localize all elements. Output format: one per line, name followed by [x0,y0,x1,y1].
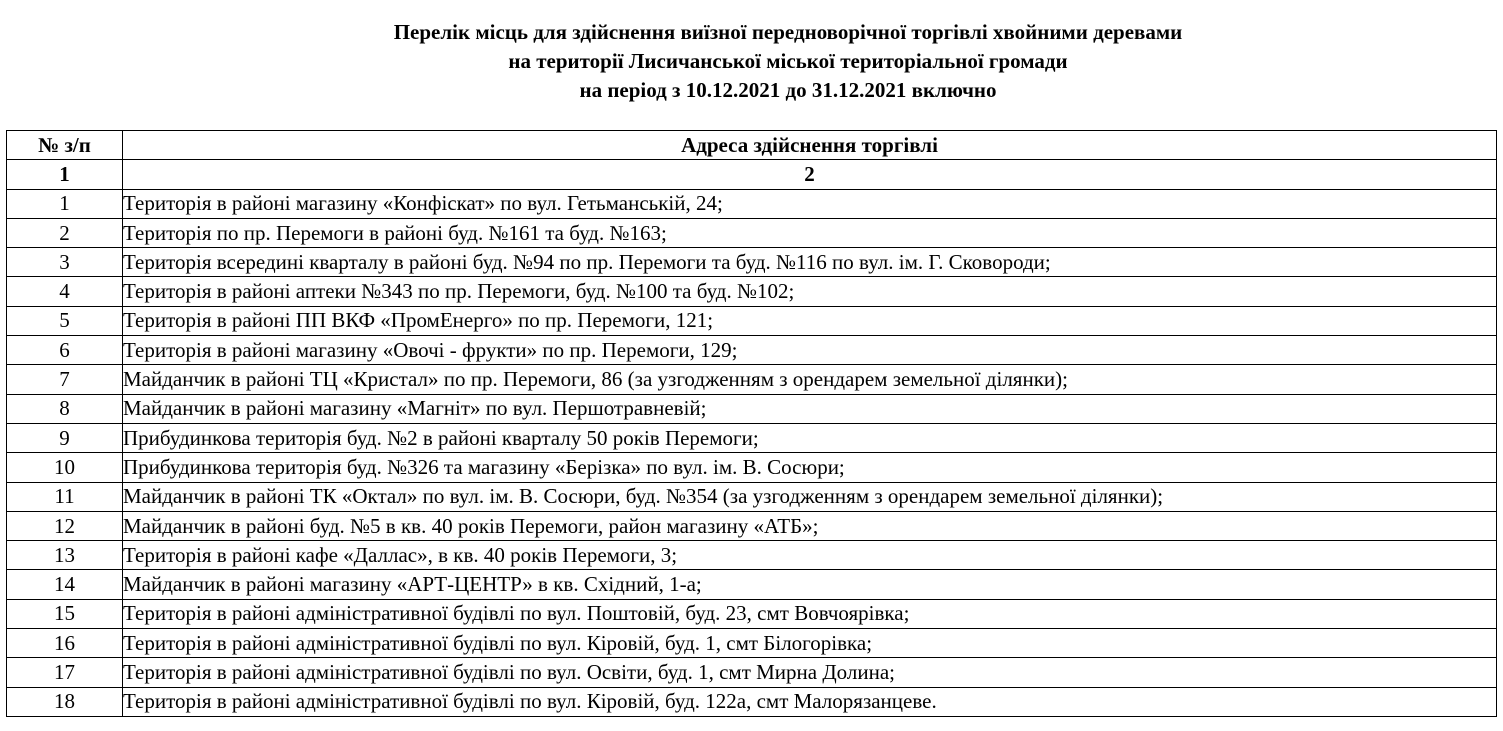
header-row [7,131,1497,160]
table-row [7,453,1497,482]
table-row [7,511,1497,540]
row-number: 8 [7,394,123,423]
table-row [7,394,1497,423]
row-number: 9 [7,423,123,452]
title-line-2: на території Лисичанської міської територіальної громади [508,49,1068,73]
row-number: 17 [7,658,123,687]
row-address: Територія в районі адміністративної будівлі по вул. Кіровій, буд. 122а, смт Малорязанцеве. [123,687,1497,716]
column-index-2: 2 [123,160,1497,189]
row-number: 18 [7,687,123,716]
table-row [7,248,1497,277]
row-address: Територія всередині кварталу в районі буд. №94 по пр. Перемоги та буд. №116 по вул. ім. Г. Сковороди; [123,248,1497,277]
row-address: Майданчик в районі магазину «АРТ-ЦЕНТР» в кв. Східний, 1-а; [123,570,1497,599]
table-row [7,658,1497,687]
row-number: 14 [7,570,123,599]
row-number: 16 [7,629,123,658]
table-row [7,336,1497,365]
table-body [7,189,1497,716]
table-row [7,189,1497,218]
table-row [7,570,1497,599]
row-address: Майданчик в районі ТК «Октал» по вул. ім. В. Сосюри, буд. №354 (за узгодженням з орендарем земельної ділянки); [123,482,1497,511]
table-row [7,365,1497,394]
table-row [7,599,1497,628]
row-address: Територія в районі адміністративної будівлі по вул. Освіти, буд. 1, смт Мирна Долина; [123,658,1497,687]
row-address: Територія в районі кафе «Даллас», в кв. 40 років Перемоги, 3; [123,541,1497,570]
table-row [7,306,1497,335]
row-number: 15 [7,599,123,628]
table-row [7,629,1497,658]
row-number: 3 [7,248,123,277]
row-address: Територія в районі магазину «Конфіскат» по вул. Гетьманській, 24; [123,189,1497,218]
title-line-3: на період з 10.12.2021 до 31.12.2021 включно [579,78,997,102]
row-number: 5 [7,306,123,335]
row-number: 6 [7,336,123,365]
row-number: 11 [7,482,123,511]
table-row [7,423,1497,452]
table-row [7,218,1497,247]
row-address: Майданчик в районі магазину «Магніт» по вул. Першотравневій; [123,394,1497,423]
row-address: Територія в районі аптеки №343 по пр. Перемоги, буд. №100 та буд. №102; [123,277,1497,306]
document-title [0,18,1503,105]
column-index-1: 1 [7,160,123,189]
row-address: Територія в районі ПП ВКФ «ПромЕнерго» по пр. Перемоги, 121; [123,306,1497,335]
table-row [7,277,1497,306]
row-address: Територія в районі адміністративної будівлі по вул. Кіровій, буд. 1, смт Білогорівка; [123,629,1497,658]
locations-table [6,130,1497,717]
row-number: 13 [7,541,123,570]
row-address: Прибудинкова територія буд. №326 та магазину «Берізка» по вул. ім. В. Сосюри; [123,453,1497,482]
row-address: Прибудинкова територія буд. №2 в районі кварталу 50 років Перемоги; [123,423,1497,452]
header-address: Адреса здійснення торгівлі [123,131,1497,160]
table-row [7,541,1497,570]
title-line-1: Перелік місць для здійснення виїзної передноворічної торгівлі хвойними деревами [393,20,1183,44]
row-address: Територія в районі адміністративної будівлі по вул. Поштовій, буд. 23, смт Вовчоярівка; [123,599,1497,628]
row-number: 4 [7,277,123,306]
row-address: Майданчик в районі буд. №5 в кв. 40 років Перемоги, район магазину «АТБ»; [123,511,1497,540]
header-number: № з/п [7,131,123,160]
row-number: 12 [7,511,123,540]
row-number: 7 [7,365,123,394]
row-address: Територія в районі магазину «Овочі - фрукти» по пр. Перемоги, 129; [123,336,1497,365]
row-number: 2 [7,218,123,247]
row-address: Майданчик в районі ТЦ «Кристал» по пр. Перемоги, 86 (за узгодженням з орендарем земельної ділянки); [123,365,1497,394]
row-address: Територія по пр. Перемоги в районі буд. №161 та буд. №163; [123,218,1497,247]
table-row [7,482,1497,511]
row-number: 10 [7,453,123,482]
column-index-row [7,160,1497,189]
row-number: 1 [7,189,123,218]
table-row [7,687,1497,716]
